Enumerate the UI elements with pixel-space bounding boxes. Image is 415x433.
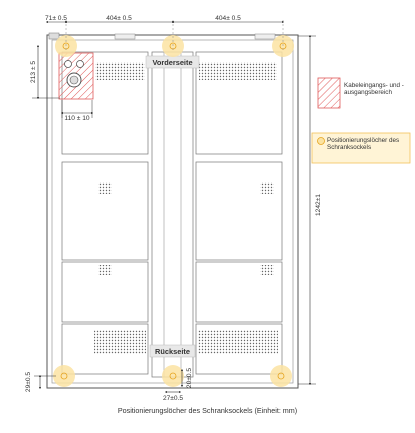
vent-grille-bottom-right xyxy=(198,330,278,354)
back-label: Rückseite xyxy=(155,347,190,356)
top-fitting-left xyxy=(49,33,59,39)
positioning-hole-bottom-center xyxy=(162,365,184,387)
vent-small-right-lower xyxy=(260,265,274,275)
figure-caption: Positionierungslöcher des Schranksockels (Einheit: mm) xyxy=(117,406,298,415)
left-panel-middle xyxy=(62,162,148,260)
front-label: Vorderseite xyxy=(152,58,193,67)
center-column xyxy=(152,52,193,377)
legend-holes-label: Positionierungslöcher des Schranksockels xyxy=(327,137,400,152)
dim-left-vertical: 213 ± 5 xyxy=(30,61,37,83)
dim-cable-width: 110 ± 10 xyxy=(64,115,90,122)
dim-top-offset: 71± 0.5 xyxy=(45,15,67,22)
dim-top-left-span: 404± 0.5 xyxy=(106,15,132,22)
positioning-hole-bottom-right xyxy=(270,365,292,387)
dim-bottom-left: 29±0.5 xyxy=(25,371,32,393)
dim-bottom-center-horizontal: 27±0.5 xyxy=(162,395,184,402)
top-fitting-center xyxy=(115,34,135,39)
cable-gland-small-2 xyxy=(77,61,84,68)
dim-right-height: 1242±1 xyxy=(315,194,322,216)
positioning-hole-bottom-left xyxy=(53,365,75,387)
vent-small-left-middle xyxy=(98,182,112,194)
vent-grille-top-right xyxy=(199,62,277,80)
cable-gland-small-1 xyxy=(65,61,72,68)
right-panel-middle xyxy=(196,162,282,260)
legend-cable-swatch xyxy=(318,78,340,108)
top-fitting-right xyxy=(255,34,275,39)
dim-top-right-span: 404± 0.5 xyxy=(215,15,241,22)
legend-holes-swatch xyxy=(318,138,325,145)
legend-cable-label: Kabeleingangs- und -ausgangsbereich xyxy=(344,82,404,97)
cable-gland-large-inner xyxy=(70,76,78,84)
vent-small-right-middle xyxy=(260,182,274,194)
dim-bottom-center-vertical: 20±0.5 xyxy=(186,367,193,389)
vent-grille-bottom-left xyxy=(94,330,146,354)
vent-grille-top-left xyxy=(95,62,145,80)
vent-small-left-lower xyxy=(98,265,112,275)
